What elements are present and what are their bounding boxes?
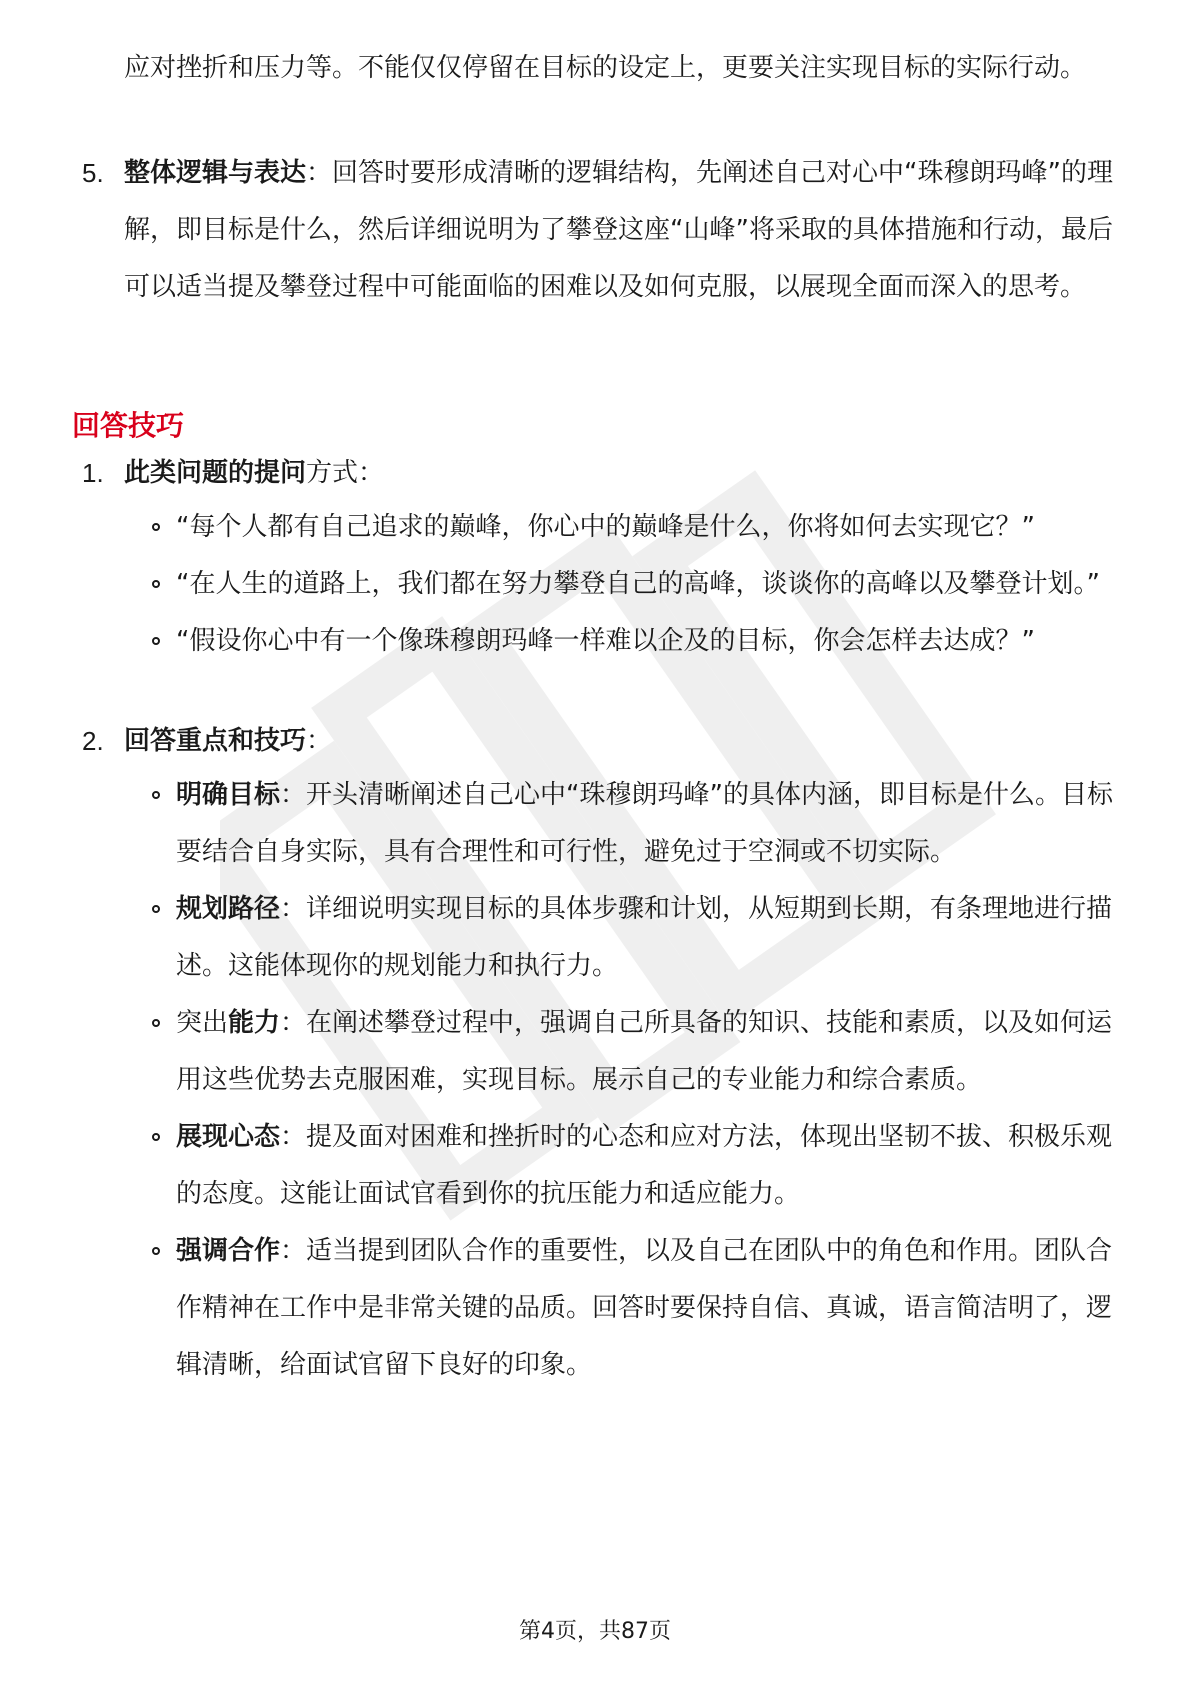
answer-tips-list [176,767,1116,1394]
tip-text: ：在阐述攀登过程中，强调自己所具备的知识、技能和素质，以及如何运用这些优势去克服困难，实现目标。展示自己的专业能力和综合素质。 [176,1008,1113,1095]
page-number-footer: 第4页，共87页 [519,1619,671,1644]
section-heading: 回答技巧 [72,409,185,442]
item-title-rest: 方式： [306,458,385,488]
continuation-paragraph: 应对挫折和压力等。不能仅仅停留在目标的设定上，更要关注实现目标的实际行动。 [124,53,1087,83]
tip-label: 展现心态 [176,1122,281,1152]
item-number: 2. [82,726,104,756]
list-item-text: “在人生的道路上，我们都在努力攀登自己的高峰，谈谈你的高峰以及攀登计划。” [176,569,1100,599]
numbered-item-1 [82,445,1124,502]
item-title: 此类问题的提问 [124,458,307,488]
numbered-item-5 [82,145,1124,316]
list-item [176,556,1116,613]
list-item [176,613,1116,670]
tip-text: ：提及面对困难和挫折时的心态和应对方法，体现出坚韧不拔、积极乐观的态度。这能让面试官看到你的抗压能力和适应能力。 [176,1122,1113,1209]
bullet-icon [152,791,160,799]
list-item [176,881,1116,995]
bullet-icon [152,637,160,645]
item-number: 1. [82,458,104,488]
bullet-icon [152,1133,160,1141]
item-title: 回答重点和技巧 [124,726,307,756]
tip-label: 明确目标 [176,780,281,810]
list-item [176,767,1116,881]
tip-label: 强调合作 [176,1236,281,1266]
item-title: 整体逻辑与表达 [124,158,307,188]
list-item [176,499,1116,556]
item-body: ：回答时要形成清晰的逻辑结构，先阐述自己对心中“珠穆朗玛峰”的理解，即目标是什么，然后详细说明为了攀登这座“山峰”将采取的具体措施和行动，最后可以适当提及攀登过程中可能面临的困难以及如何克服，以展现全面而深入的思考。 [124,158,1113,302]
list-item [176,1223,1116,1394]
tip-text: ：详细说明实现目标的具体步骤和计划，从短期到长期，有条理地进行描述。这能体现你的规划能力和执行力。 [176,894,1113,981]
item-number: 5. [82,158,104,188]
tip-text: ：开头清晰阐述自己心中“珠穆朗玛峰”的具体内涵，即目标是什么。目标要结合自身实际，具有合理性和可行性，避免过于空洞或不切实际。 [176,780,1113,867]
numbered-item-2 [82,713,1124,770]
question-examples-list [176,499,1116,670]
list-item [176,995,1116,1109]
tip-text: ：适当提到团队合作的重要性，以及自己在团队中的角色和作用。团队合作精神在工作中是非常关键的品质。回答时要保持自信、真诚，语言简洁明了，逻辑清晰，给面试官留下良好的印象。 [176,1236,1113,1380]
bullet-icon [152,1247,160,1255]
tip-label: 能力 [228,1008,281,1038]
list-item [176,1109,1116,1223]
list-item-text: “假设你心中有一个像珠穆朗玛峰一样难以企及的目标，你会怎样去达成？” [176,626,1035,656]
tip-label-plain: 突出 [176,1008,229,1038]
bullet-icon [152,905,160,913]
tip-label: 规划路径 [176,894,281,924]
item-title-rest: ： [306,726,333,756]
bullet-icon [152,523,160,531]
bullet-icon [152,1019,160,1027]
bullet-icon [152,580,160,588]
list-item-text: “每个人都有自己追求的巅峰，你心中的巅峰是什么，你将如何去实现它？” [176,512,1035,542]
